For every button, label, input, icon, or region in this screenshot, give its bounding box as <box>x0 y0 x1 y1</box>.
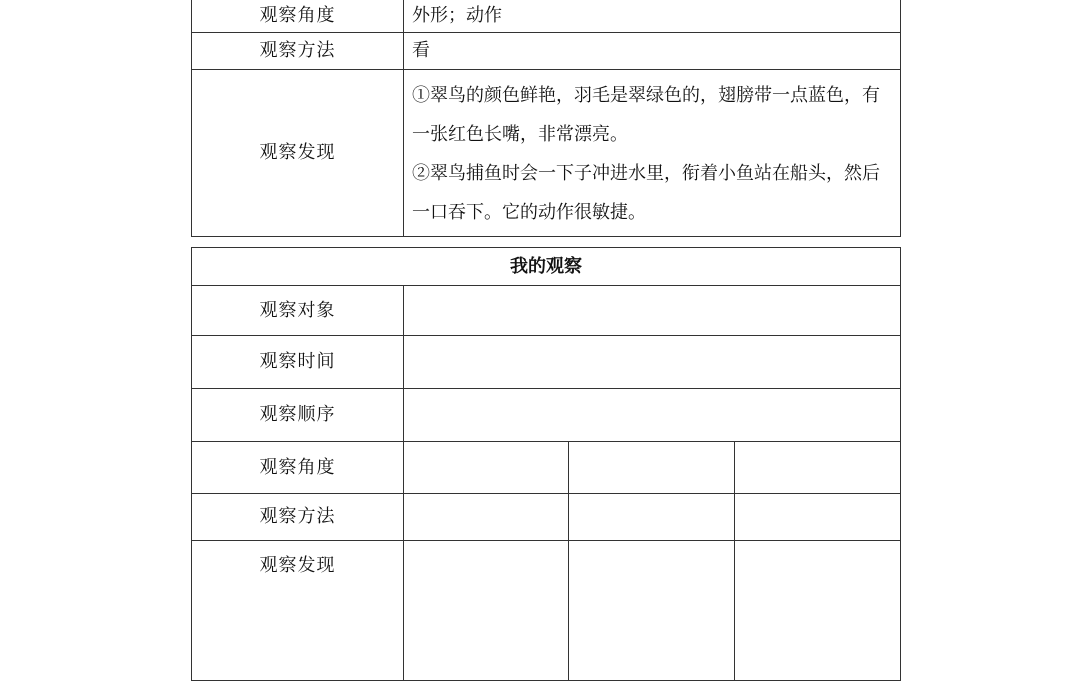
finding-paragraph-1: ①翠鸟的颜色鲜艳，羽毛是翠绿色的，翅膀带一点蓝色，有一张红色长嘴，非常漂亮。 <box>412 85 880 145</box>
table-row <box>192 494 901 541</box>
input-cell-angle-3[interactable] <box>735 442 901 494</box>
row-value-method: 看 <box>404 33 901 70</box>
table-row <box>192 70 901 237</box>
row-value-angle: 外形；动作 <box>404 0 901 33</box>
input-cell-time[interactable] <box>404 336 901 389</box>
table-row <box>192 0 901 33</box>
input-cell-findings-3[interactable] <box>735 541 901 681</box>
row-label-order: 观察顺序 <box>192 389 404 442</box>
row-label-findings: 观察发现 <box>192 70 404 237</box>
table-row <box>192 541 901 681</box>
input-cell-object[interactable] <box>404 286 901 336</box>
table-row <box>192 442 901 494</box>
table-title: 我的观察 <box>192 248 901 286</box>
table-row <box>192 286 901 336</box>
input-cell-angle-1[interactable] <box>404 442 569 494</box>
input-cell-method-1[interactable] <box>404 494 569 541</box>
table-header-row <box>192 248 901 286</box>
input-cell-findings-2[interactable] <box>569 541 735 681</box>
input-cell-method-2[interactable] <box>569 494 735 541</box>
input-cell-order[interactable] <box>404 389 901 442</box>
row-value-findings <box>404 70 901 237</box>
input-cell-angle-2[interactable] <box>569 442 735 494</box>
row-label-time: 观察时间 <box>192 336 404 389</box>
row-label-method: 观察方法 <box>192 33 404 70</box>
finding-paragraph-2: ②翠鸟捕鱼时会一下子冲进水里，衔着小鱼站在船头，然后一口吞下。它的动作很敏捷。 <box>412 163 880 223</box>
row-label-angle: 观察角度 <box>192 0 404 33</box>
row-label-findings: 观察发现 <box>192 541 404 681</box>
example-observation-table <box>191 0 901 237</box>
input-cell-findings-1[interactable] <box>404 541 569 681</box>
my-observation-table <box>191 247 901 681</box>
table-row <box>192 336 901 389</box>
table-row <box>192 33 901 70</box>
row-label-method: 观察方法 <box>192 494 404 541</box>
input-cell-method-3[interactable] <box>735 494 901 541</box>
table-row <box>192 389 901 442</box>
row-label-angle: 观察角度 <box>192 442 404 494</box>
row-label-object: 观察对象 <box>192 286 404 336</box>
